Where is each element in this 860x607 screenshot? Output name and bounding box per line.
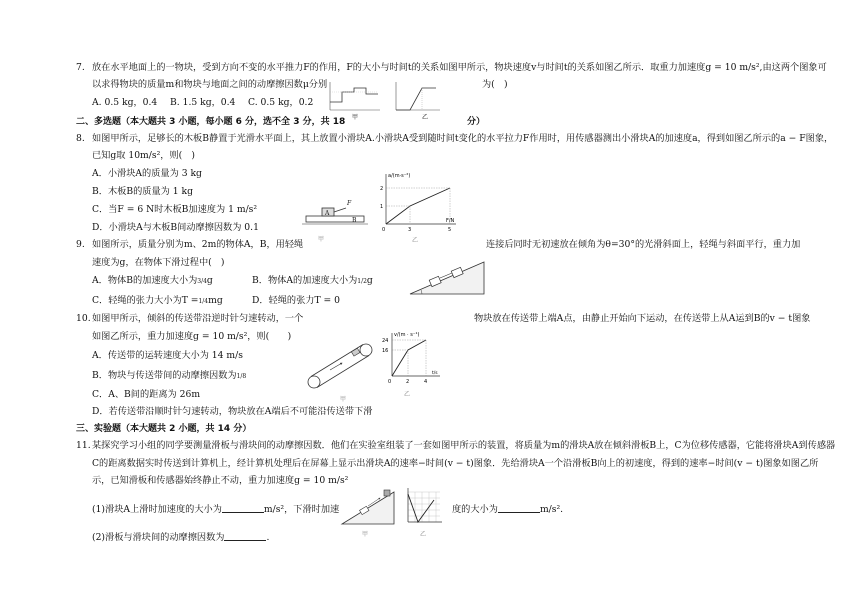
q8-label-b: B (352, 217, 357, 224)
q10-fig-jia-label: 甲 (340, 396, 347, 403)
q9-option-a: A．物体B的加速度大小为3/4g (92, 275, 213, 286)
q11-part2: (2)滑板与滑块间的动摩擦因数为 . (92, 532, 270, 543)
q10-graph-ytick: 16 (382, 348, 389, 354)
q10-stem-line2: 如图乙所示，重力加速度g = 10 m/s²，则( ) (92, 331, 292, 342)
q11-blank-down-acc[interactable] (498, 503, 540, 513)
q10-number: 10. (76, 313, 91, 324)
q10-graph-ylabel: v/(m · s⁻¹) (394, 332, 420, 338)
q7-fig-yi-label: 乙 (422, 114, 429, 121)
q10-stem-line1: 如图甲所示，倾斜的传送带沿逆时针匀速转动，一个 (92, 313, 304, 324)
q11-stem-line1: 某探究学习小组的同学要测量滑板与滑块间的动摩擦因数．他们在实验室组装了一套如图甲所示的装置，将质量为m的滑块A放在倾斜滑板B上，C为位移传感器，它能将滑块A到传感器 (92, 440, 836, 451)
q11-blank-up-acc[interactable] (222, 503, 264, 513)
q8-graph-xtick: 3 (408, 227, 412, 233)
q10-fig-yi-label: 乙 (404, 391, 411, 398)
q7-figure-yi (392, 80, 442, 114)
q8-fig-jia-label: 甲 (318, 236, 325, 243)
q10-graph-xlabel: t/s (432, 371, 438, 376)
q10-option-b: B．物块与传送带间的动摩擦因数为1/8 (92, 370, 247, 381)
q8-graph-xlabel: F/N (446, 218, 455, 224)
q10-option-c: C．A、B间的距离为 26m (92, 389, 201, 400)
q8-label-a: A (325, 210, 330, 217)
q10-stem-line1b: 物块放在传送带上端A点，由静止开始向下运动，在传送带上从A运到B的v − t图象 (474, 313, 811, 324)
q11-part1-right: 度的大小为 m/s². (452, 504, 564, 515)
q10-graph-xtick: 2 (406, 379, 410, 384)
q7-option-a: A. 0.5 kg，0.4 (92, 97, 158, 108)
q8-stem-line2: 已知g取 10m/s²，则( ) (92, 150, 195, 161)
q11-vt-grid-figure (400, 486, 444, 528)
q10-vt-graph (380, 330, 442, 384)
q8-option-b: B．木板B的质量为 1 kg (92, 186, 193, 197)
q11-part1-left: (1)滑块A上滑时加速度的大小为 m/s²，下滑时加速 (92, 504, 340, 515)
q7-option-b: B. 1.5 kg，0.4 (170, 97, 236, 108)
q9-stem-line1: 如图所示，质量分别为m、2m的物体A，B，用轻绳 (92, 239, 304, 250)
q7-stem-line1: 放在水平地面上的一物块，受到方向不变的水平推力F的作用，F的大小与时间t的关系如图甲所示，物块速度v与时间t的关系如图乙所示．取重力加速度g = 10 m/s²,由这两个图象可 (92, 62, 827, 73)
q8-stem-line1: 如图甲所示，足够长的木板B静置于光滑水平面上，其上放置小滑块A.小滑块A受到随时间t变化的水平拉力F作用时，用传感器测出小滑块A的加速度a，得到如图乙所示的a − F图象， (92, 133, 834, 144)
q10-option-d: D．若传送带沿顺时针匀速转动，物块放在A端后不可能沿传送带下滑 (92, 406, 373, 417)
q9-option-b: B．物体A的加速度大小为1/2g (252, 275, 373, 286)
q10-option-a: A．传送带的运转速度大小为 14 m/s (92, 350, 243, 361)
section-2-heading: 二、多选题（本大题共 3 小题，每小题 6 分，选不全 3 分，共 18 (76, 117, 346, 127)
q11-fig-yi-label: 乙 (420, 531, 427, 538)
q8-graph-ylabel: a/(m·s⁻²) (388, 173, 411, 179)
q8-number: 8. (76, 133, 85, 144)
q8-label-f: F (347, 200, 352, 207)
q9-option-c: C．轻绳的张力大小为T =1/4mg (92, 295, 223, 306)
q8-graph-ytick: 1 (380, 204, 384, 210)
q8-fig-yi-label: 乙 (412, 237, 419, 244)
q11-number: 11. (76, 440, 91, 451)
q11-stem-line3: 示，已知滑板和传感器始终静止不动，重力加速度g = 10 m/s² (92, 475, 349, 486)
q8-graph-xtick: 5 (448, 227, 452, 233)
q11-stem-line2: C的距离数据实时传送到计算机上，经计算机处理后在屏幕上显示出滑块A的速率−时间(v − t)图象．先给滑块A一个沿滑板B向上的初速度，得到的速率−时间(v − t)图象如图乙所 (92, 458, 819, 469)
q8-option-a: A．小滑块A的质量为 3 kg (92, 168, 202, 179)
q10-graph-xtick: 0 (388, 379, 392, 384)
q7-bracket: 为( ) (482, 79, 508, 90)
q7-fig-jia-label: 甲 (352, 114, 359, 121)
q9-stem-line1b: 连接后同时无初速放在倾角为θ=30°的光滑斜面上，轻绳与斜面平行，重力加 (486, 239, 801, 250)
q8-af-graph (370, 170, 460, 234)
section-2-heading-end: 分） (467, 117, 486, 127)
q11-fig-jia-label: 甲 (362, 531, 369, 538)
q11-blank-friction[interactable] (224, 531, 266, 541)
q7-option-c: C. 0.5 kg，0.2 (248, 97, 314, 108)
q8-graph-ytick: 2 (380, 186, 384, 192)
q9-option-d: D．轻绳的张力T = 0 (252, 295, 341, 306)
q7-number: 7. (76, 62, 85, 73)
q11-incline-sensor-figure (340, 486, 396, 528)
q7-stem-line2: 以求得物块的质量m和物块与地面之间的动摩擦因数μ分别 (92, 79, 328, 90)
q10-graph-xtick: 4 (424, 379, 428, 384)
q9-stem-line2: 速度为g，在物体下滑过程中( ) (92, 257, 225, 268)
q9-number: 9. (76, 239, 85, 250)
q8-figure-jia (300, 200, 370, 230)
q8-option-c: C．当F = 6 N时木板B加速度为 1 m/s² (92, 204, 258, 215)
q10-graph-ytick: 24 (382, 338, 389, 344)
q9-incline-figure (408, 258, 488, 298)
q7-figure-jia (324, 80, 384, 114)
q8-graph-xtick: 0 (382, 227, 386, 233)
q10-conveyor-figure (300, 338, 380, 396)
q8-option-d: D．小滑块A与木板B间动摩擦因数为 0.1 (92, 222, 259, 233)
section-3-heading: 三、实验题（本大题共 2 小题，共 14 分） (76, 424, 252, 434)
